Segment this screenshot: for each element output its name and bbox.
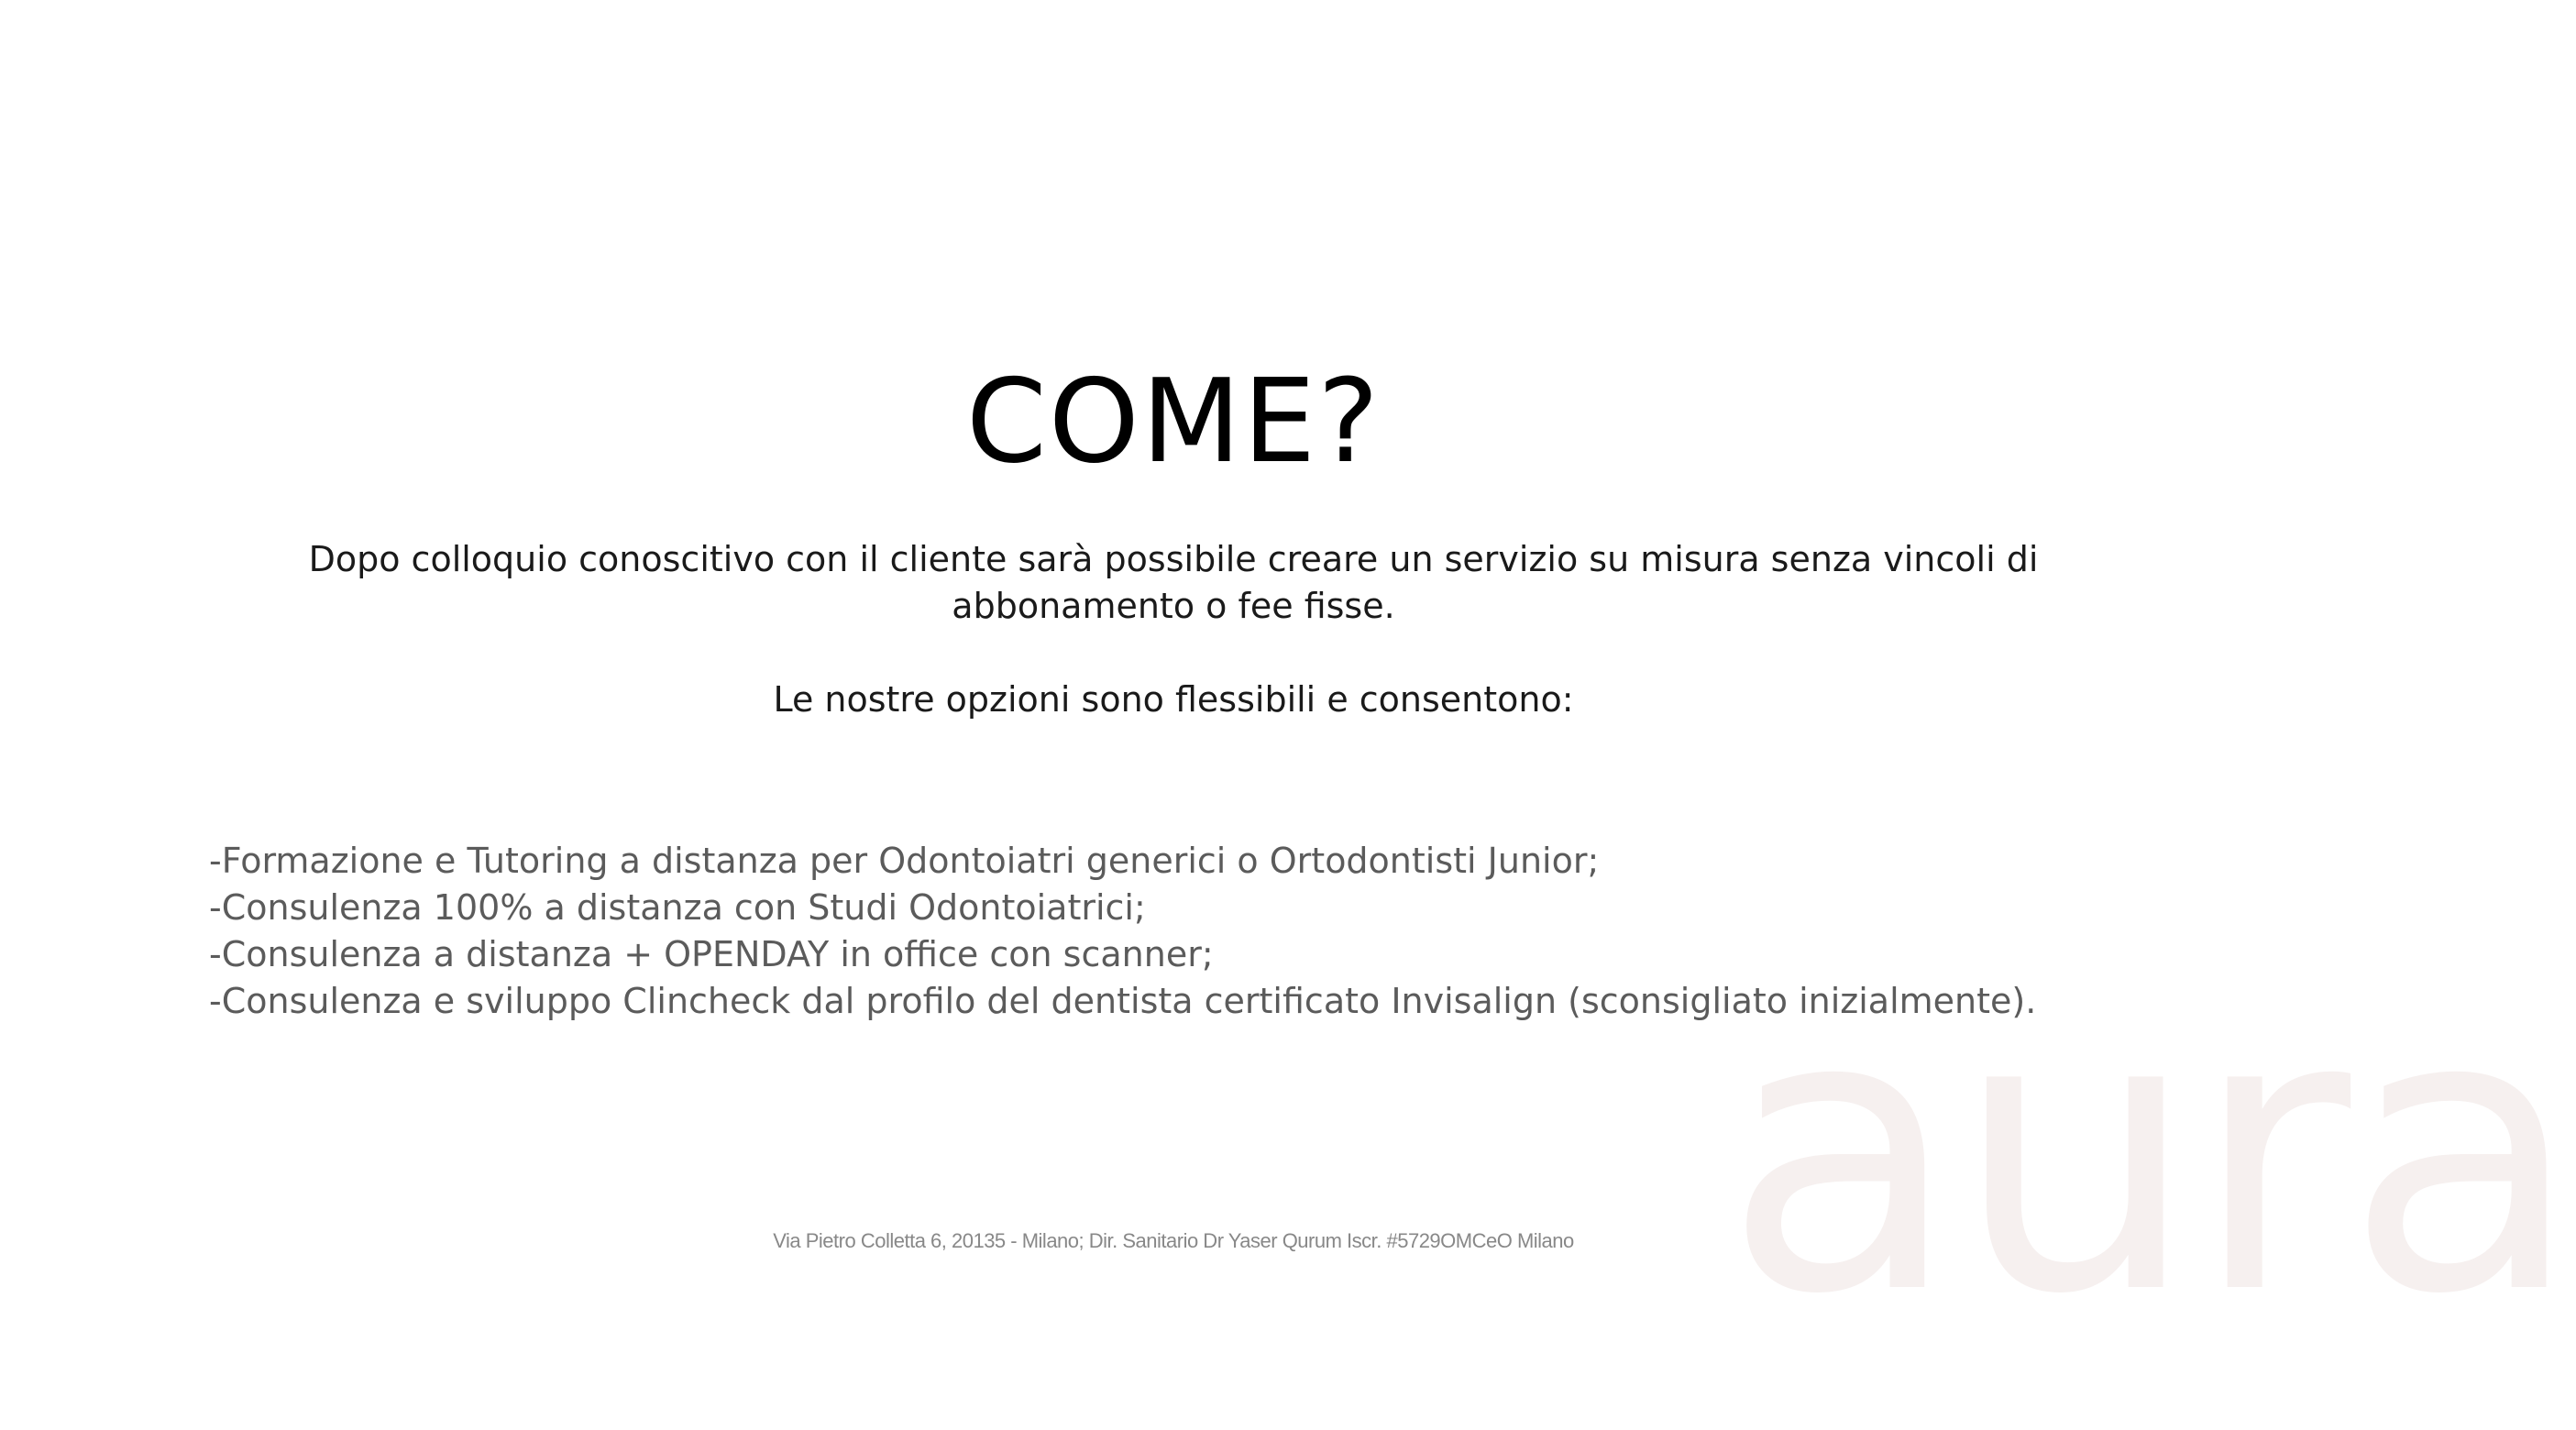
intro-line-2: abbonamento o fee fisse.	[952, 586, 1395, 626]
intro-spacer	[257, 630, 2090, 676]
option-item-clincheck: -Consulenza e sviluppo Clincheck dal profilo del dentista certificato Invisalign (sconsigliato inizialmente).	[209, 981, 2037, 1021]
intro-line-3: Le nostre opzioni sono flessibili e consentono:	[773, 679, 1574, 720]
aura-watermark-logo	[1723, 930, 2576, 1379]
slide-title: COME?	[965, 354, 1382, 489]
footer-address: Via Pietro Colletta 6, 20135 - Milano; Dir. Sanitario Dr Yaser Qurum Iscr. #5729OMCeO Milano	[773, 1229, 1574, 1252]
intro-text	[257, 536, 2090, 723]
watermark-text: aura	[1723, 930, 2576, 1379]
options-list	[209, 838, 2134, 1025]
intro-line-1: Dopo colloquio conoscitivo con il cliente sarà possibile creare un servizio su misura senza vincoli di	[308, 539, 2039, 579]
option-item-remote-consulting: -Consulenza 100% a distanza con Studi Odontoiatrici;	[209, 887, 1146, 928]
option-item-openday: -Consulenza a distanza + OPENDAY in office con scanner;	[209, 934, 1214, 974]
option-item-remote-training: -Formazione e Tutoring a distanza per Odontoiatri generici o Ortodontisti Junior;	[209, 841, 1600, 881]
